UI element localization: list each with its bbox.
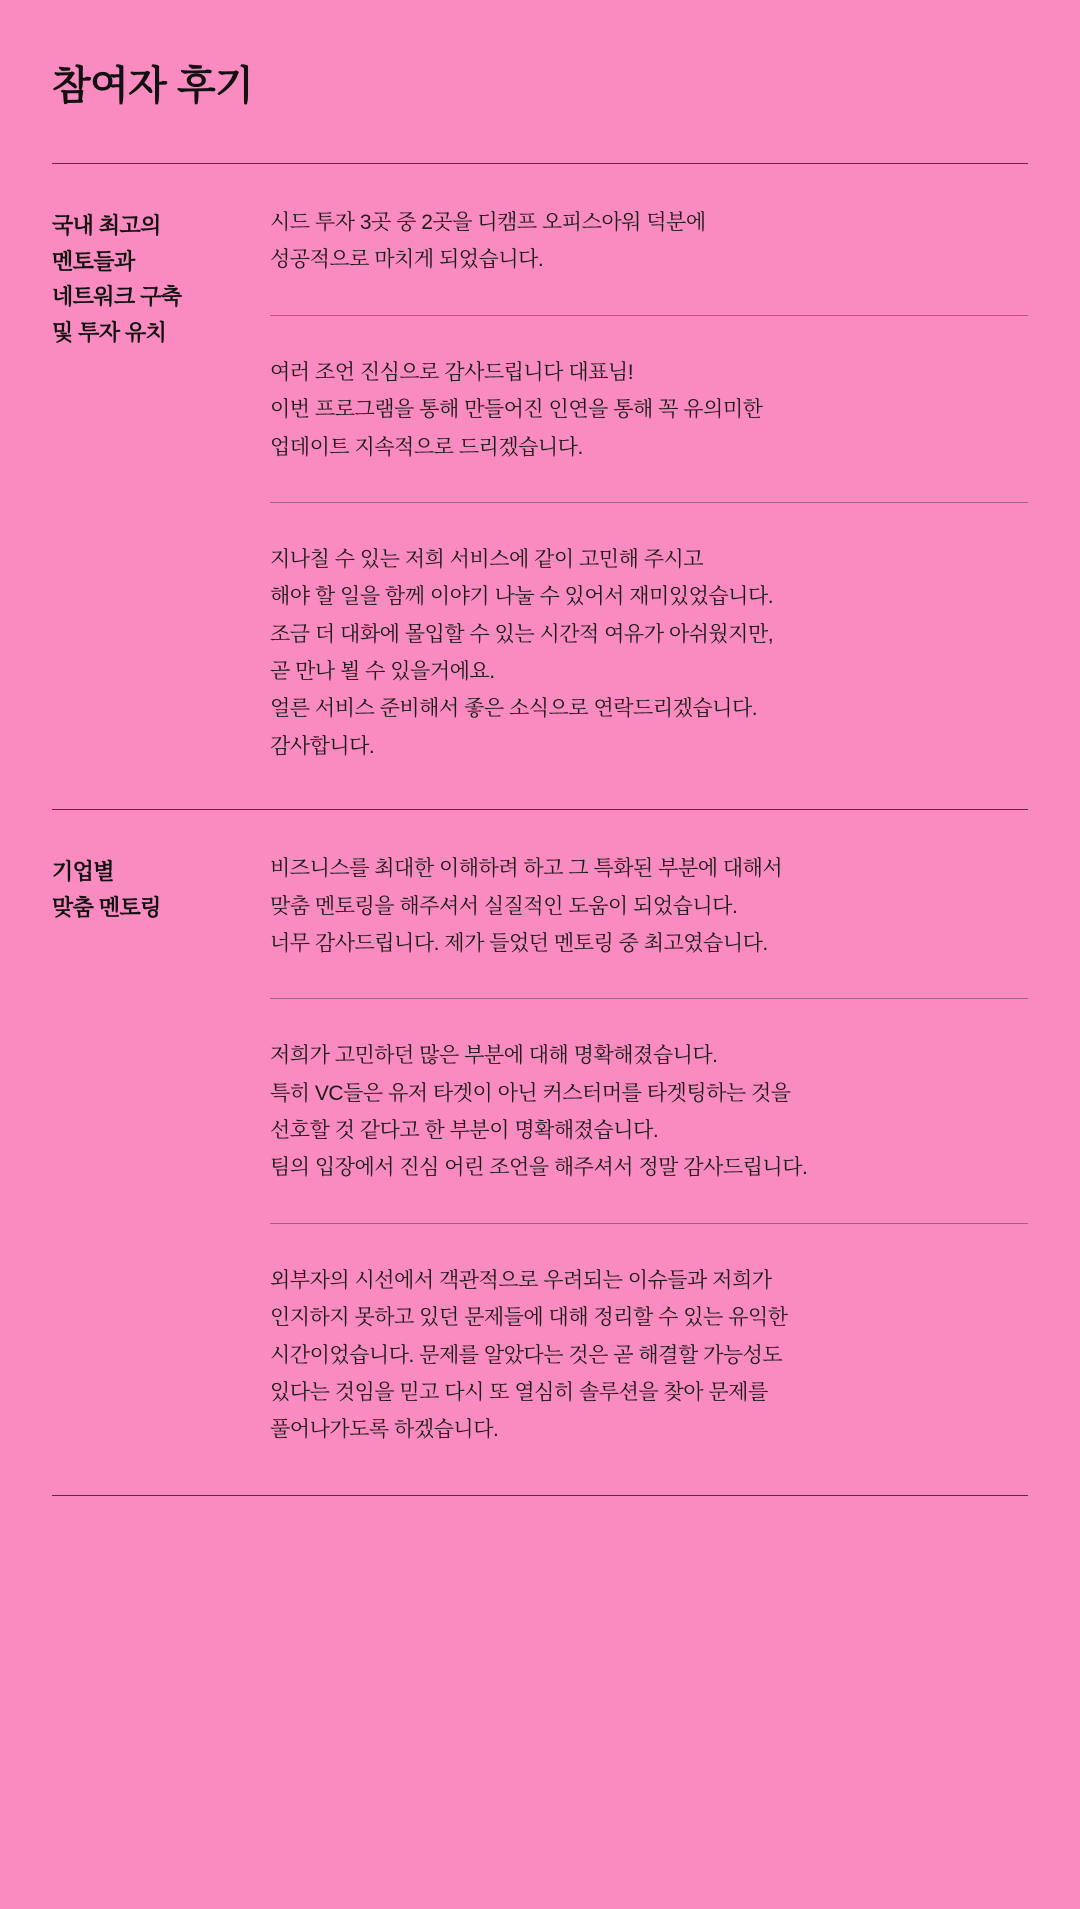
review-section — [52, 810, 1028, 1449]
review-divider — [270, 315, 1028, 316]
section-label-line: 맞춤 멘토링 — [52, 894, 161, 920]
review-item — [270, 354, 1028, 466]
review-line: 업데이트 지속적으로 드리겠습니다. — [270, 435, 583, 459]
section-reviews — [270, 850, 1028, 1449]
review-line: 저희가 고민하던 많은 부분에 대해 명확해졌습니다. — [270, 1044, 718, 1068]
section-label — [52, 850, 270, 925]
review-line: 조금 더 대화에 몰입할 수 있는 시간적 여유가 아쉬웠지만, — [270, 622, 774, 646]
review-line: 선호할 것 같다고 한 부분이 명확해졌습니다. — [270, 1119, 659, 1142]
section-reviews — [270, 204, 1028, 765]
review-line: 인지하지 못하고 있던 문제들에 대해 정리할 수 있는 유익한 — [270, 1306, 788, 1330]
review-line: 감사합니다. — [270, 734, 375, 758]
section-label-line: 기업별 — [52, 859, 114, 885]
review-item — [270, 541, 1028, 765]
review-line: 비즈니스를 최대한 이해하려 하고 그 특화된 부분에 대해서 — [270, 857, 783, 881]
review-line: 특히 VC들은 유저 타겟이 아닌 커스터머를 타겟팅하는 것을 — [270, 1081, 791, 1105]
section-label — [52, 204, 270, 351]
review-item — [270, 850, 1028, 962]
sections-container — [52, 164, 1028, 1566]
review-section — [52, 164, 1028, 765]
section-label-line: 및 투자 유치 — [52, 319, 167, 345]
review-item — [270, 1262, 1028, 1449]
review-line: 외부자의 시선에서 객관적으로 우려되는 이슈들과 저희가 — [270, 1268, 772, 1292]
review-divider — [270, 502, 1028, 503]
section-label-line: 멘토들과 — [52, 248, 135, 274]
review-line: 풀어나가도록 하겠습니다. — [270, 1418, 499, 1442]
review-line: 여러 조언 진심으로 감사드립니다 대표님! — [270, 360, 634, 384]
review-line: 시간이었습니다. 문제를 알았다는 것은 곧 해결할 가능성도 — [270, 1343, 783, 1367]
review-line: 맞춤 멘토링을 해주셔서 실질적인 도움이 되었습니다. — [270, 894, 738, 918]
review-line: 해야 할 일을 함께 이야기 나눌 수 있어서 재미있었습니다. — [270, 585, 774, 609]
section-label-line: 국내 최고의 — [52, 213, 161, 238]
review-line: 지나칠 수 있는 저희 서비스에 같이 고민해 주시고 — [270, 547, 704, 571]
review-line: 있다는 것임을 믿고 다시 또 열심히 솔루션을 찾아 문제를 — [270, 1380, 768, 1404]
review-item — [270, 204, 1028, 279]
review-divider — [270, 1223, 1028, 1224]
page-title: 참여자 후기 — [52, 64, 254, 108]
review-divider — [270, 998, 1028, 999]
review-line: 얼른 서비스 준비해서 좋은 소식으로 연락드리겠습니다. — [270, 697, 758, 721]
review-line: 이번 프로그램을 통해 만들어진 인연을 통해 꼭 유의미한 — [270, 398, 763, 422]
review-line: 너무 감사드립니다. 제가 들었던 멘토링 중 최고였습니다. — [270, 931, 768, 955]
review-line: 팀의 입장에서 진심 어린 조언을 해주셔서 정말 감사드립니다. — [270, 1156, 808, 1180]
review-line: 성공적으로 마치게 되었습니다. — [270, 248, 544, 272]
review-line: 곧 만나 뵐 수 있을거에요. — [270, 660, 495, 683]
section-label-line: 네트워크 구축 — [52, 284, 182, 310]
bottom-spacer — [52, 1496, 1028, 1566]
review-item — [270, 1037, 1028, 1187]
review-line: 시드 투자 3곳 중 2곳을 디캠프 오피스아워 덕분에 — [270, 211, 706, 234]
